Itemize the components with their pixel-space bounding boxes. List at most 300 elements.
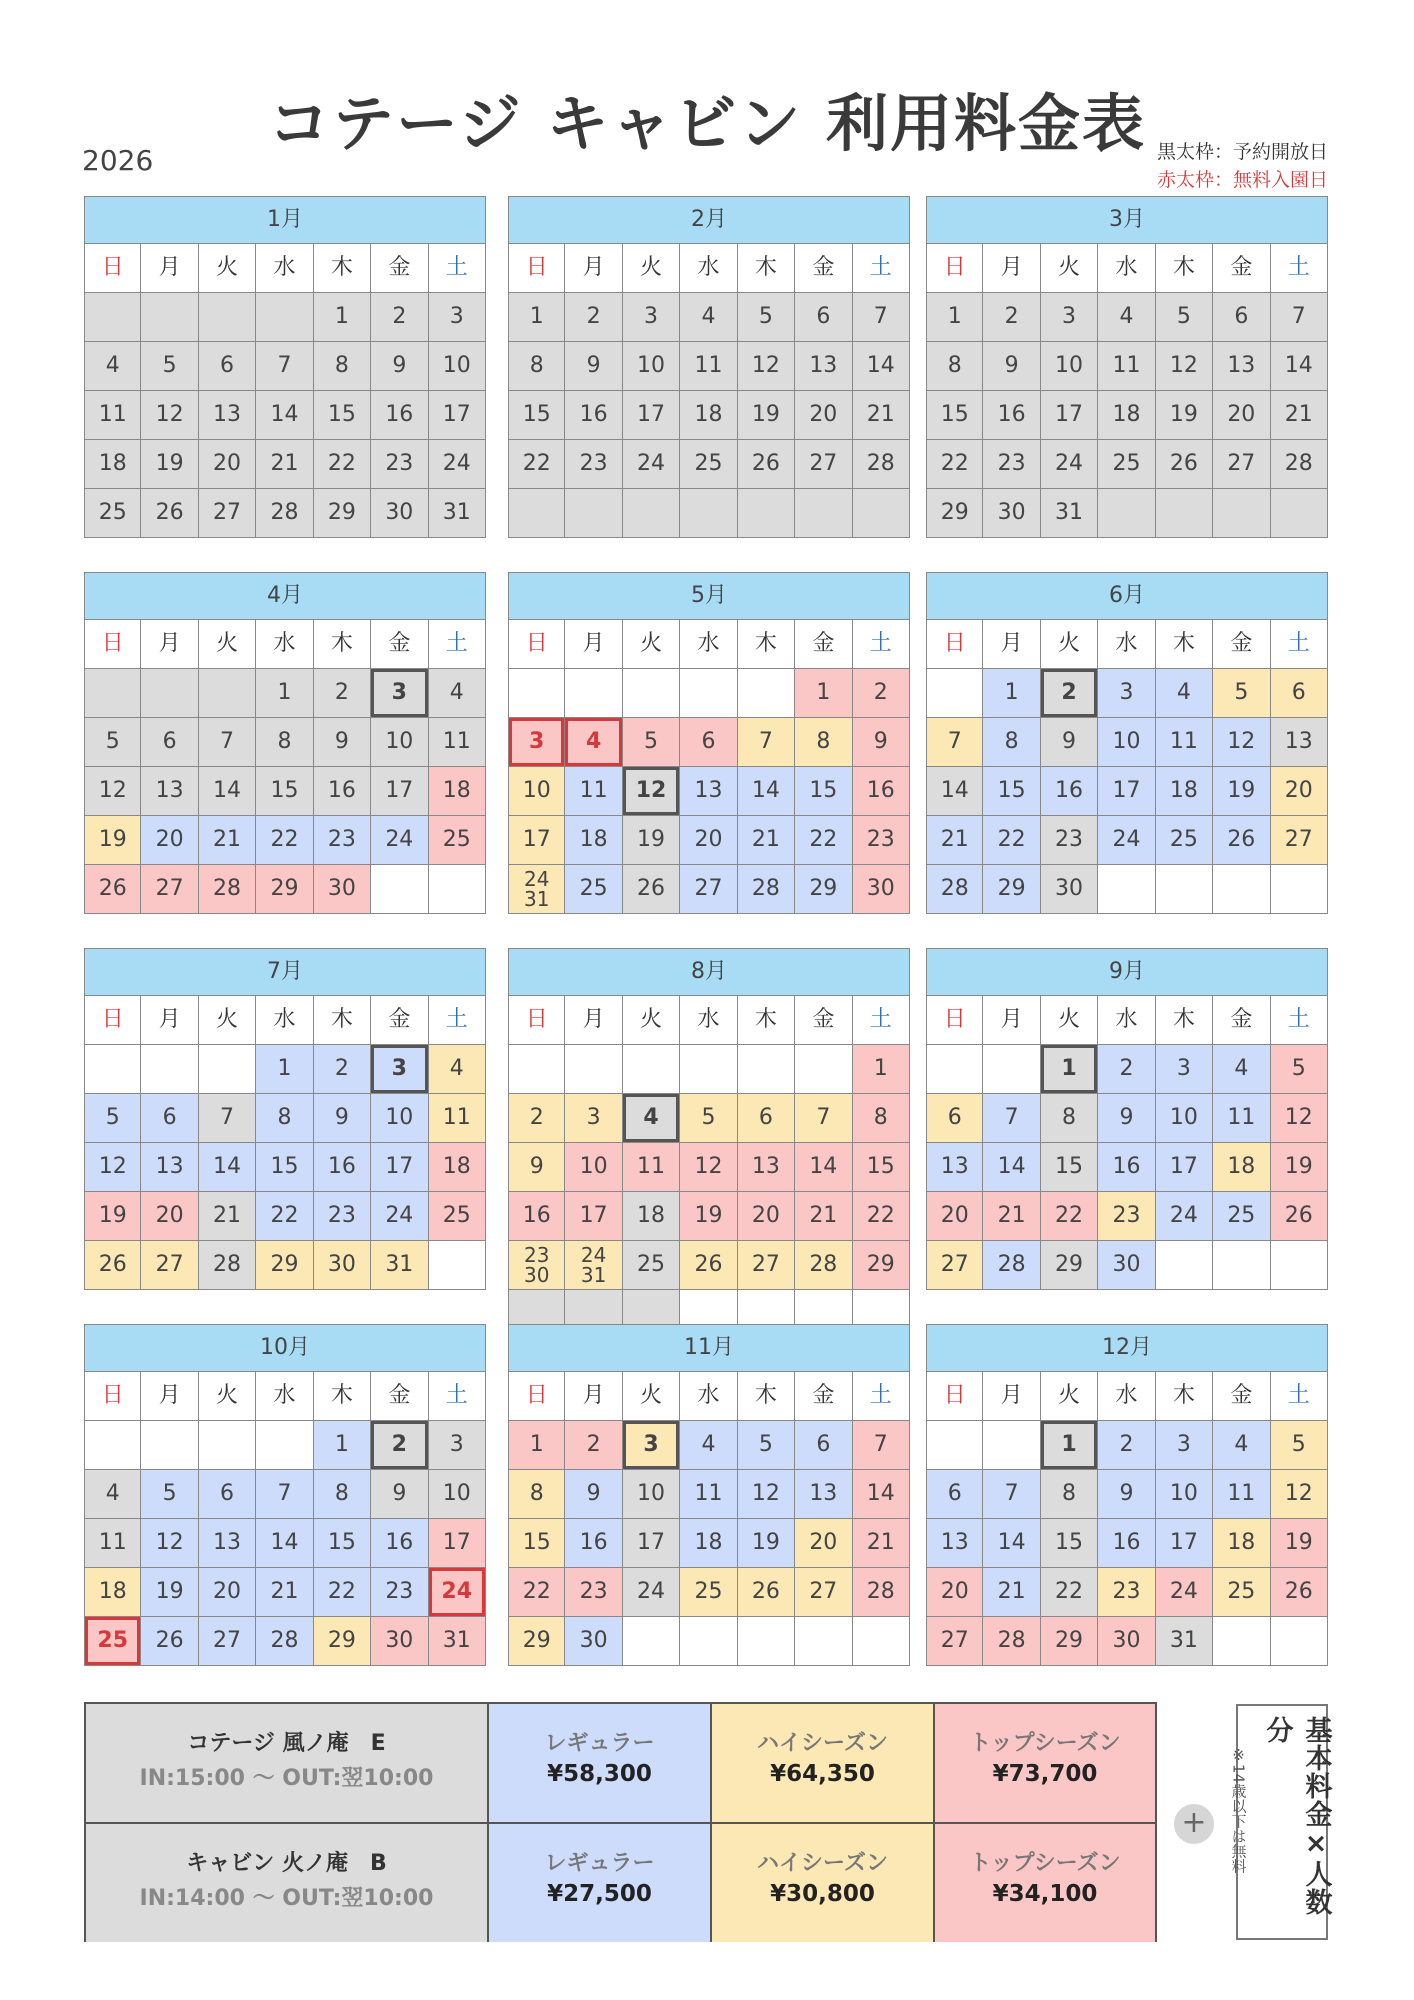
- day-cell: 11: [565, 767, 622, 816]
- weekday-label: 月: [983, 244, 1040, 293]
- day-cell: 25: [1213, 1192, 1270, 1241]
- day-cell: [371, 865, 428, 914]
- day-cell: 1: [314, 293, 371, 342]
- day-cell: 20: [738, 1192, 795, 1241]
- weekday-label: 火: [199, 244, 256, 293]
- day-cell: 26: [1213, 816, 1270, 865]
- week-row: [508, 489, 910, 538]
- month-calendar: [84, 948, 486, 1290]
- day-cell: 26: [623, 865, 680, 914]
- day-cell: 23: [314, 816, 371, 865]
- day-cell: 4: [1156, 669, 1213, 718]
- day-cell: 29: [1041, 1241, 1098, 1290]
- day-cell: 10: [371, 718, 428, 767]
- week-row: [84, 489, 486, 538]
- weekday-label: 日: [508, 996, 565, 1045]
- day-cell: [1271, 865, 1328, 914]
- day-cell: 14: [256, 391, 313, 440]
- day-cell: 4: [623, 1094, 680, 1143]
- day-cell: 12: [680, 1143, 737, 1192]
- weekday-label: 土: [1271, 620, 1328, 669]
- weekday-label: 月: [141, 996, 198, 1045]
- day-cell: 16: [1098, 1519, 1155, 1568]
- weekday-label: 水: [1098, 1372, 1155, 1421]
- day-cell: 3: [429, 1421, 486, 1470]
- day-cell: 13: [926, 1143, 983, 1192]
- day-cell: 10: [565, 1143, 622, 1192]
- day-cell: 27: [795, 440, 852, 489]
- day-cell: 22: [853, 1192, 910, 1241]
- day-cell: 4: [84, 342, 141, 391]
- day-cell: 18: [84, 440, 141, 489]
- week-row: [926, 1192, 1328, 1241]
- month-header: 11月: [508, 1324, 910, 1372]
- week-row: [926, 293, 1328, 342]
- day-cell: 11: [623, 1143, 680, 1192]
- day-cell: [508, 489, 565, 538]
- day-cell: 30: [314, 865, 371, 914]
- day-cell: 13: [141, 767, 198, 816]
- day-cell: 28: [983, 1617, 1040, 1666]
- day-cell: 16: [371, 391, 428, 440]
- week-row: [508, 1568, 910, 1617]
- weekday-label: 金: [1213, 620, 1270, 669]
- legend: [1157, 138, 1328, 194]
- day-cell: 7: [926, 718, 983, 767]
- weekday-label: 日: [926, 620, 983, 669]
- day-cell: 26: [141, 489, 198, 538]
- day-cell: 10: [429, 342, 486, 391]
- day-cell: 29: [795, 865, 852, 914]
- weekday-label: 火: [623, 1372, 680, 1421]
- day-cell: 15: [1041, 1519, 1098, 1568]
- day-cell: 6: [141, 1094, 198, 1143]
- week-row: [508, 1617, 910, 1666]
- day-cell: 29: [1041, 1617, 1098, 1666]
- day-cell: 9: [1041, 718, 1098, 767]
- day-cell: 28: [926, 865, 983, 914]
- day-cell: 10: [429, 1470, 486, 1519]
- day-cell: 27: [680, 865, 737, 914]
- day-cell: 16: [853, 767, 910, 816]
- day-cell: 2: [1041, 669, 1098, 718]
- day-cell: 14: [795, 1143, 852, 1192]
- day-cell: [680, 1045, 737, 1094]
- day-cell: 23: [565, 1568, 622, 1617]
- weekday-row: [84, 996, 486, 1045]
- day-cell: 3: [429, 293, 486, 342]
- day-cell: 14: [738, 767, 795, 816]
- week-row: [926, 1143, 1328, 1192]
- day-cell: 2: [314, 669, 371, 718]
- day-cell: [926, 1421, 983, 1470]
- weekday-row: [84, 620, 486, 669]
- day-cell: 28: [1271, 440, 1328, 489]
- day-cell: 30: [1098, 1617, 1155, 1666]
- weekday-label: 土: [1271, 244, 1328, 293]
- day-cell: 12: [84, 767, 141, 816]
- month-header: 5月: [508, 572, 910, 620]
- week-row: [84, 293, 486, 342]
- day-cell: 30: [565, 1617, 622, 1666]
- high-label: ハイシーズン: [757, 1731, 888, 1756]
- weekday-label: 火: [623, 996, 680, 1045]
- cottage-info: [86, 1704, 489, 1822]
- day-cell: 15: [926, 391, 983, 440]
- day-cell: 22: [314, 1568, 371, 1617]
- day-cell: 6: [1213, 293, 1270, 342]
- weekday-label: 木: [1156, 1372, 1213, 1421]
- day-cell: 17: [1098, 767, 1155, 816]
- day-cell: 5: [623, 718, 680, 767]
- day-cell: 27: [926, 1617, 983, 1666]
- day-cell: 4: [680, 293, 737, 342]
- month-header: 1月: [84, 196, 486, 244]
- day-cell: 20: [1213, 391, 1270, 440]
- day-cell: 8: [853, 1094, 910, 1143]
- day-cell: 13: [141, 1143, 198, 1192]
- weekday-label: 火: [1041, 1372, 1098, 1421]
- high-price: ¥64,350: [770, 1761, 875, 1787]
- day-cell: 18: [680, 1519, 737, 1568]
- week-row: [926, 1617, 1328, 1666]
- day-cell: [623, 1617, 680, 1666]
- weekday-label: 月: [983, 620, 1040, 669]
- day-cell: 11: [429, 1094, 486, 1143]
- day-cell: [983, 1421, 1040, 1470]
- weekday-label: 金: [1213, 244, 1270, 293]
- weekday-label: 水: [1098, 996, 1155, 1045]
- weekday-label: 金: [795, 1372, 852, 1421]
- day-cell: 7: [983, 1470, 1040, 1519]
- day-cell: 7: [983, 1094, 1040, 1143]
- base-fee-text: 基本料金×人数分: [1261, 1716, 1332, 1916]
- weekday-row: [926, 244, 1328, 293]
- day-cell: [738, 669, 795, 718]
- day-cell: 20: [141, 1192, 198, 1241]
- cottage-name: コテージ 風ノ庵 E: [187, 1731, 386, 1756]
- day-cell: 30: [1041, 865, 1098, 914]
- day-cell: 21: [983, 1568, 1040, 1617]
- day-cell: 3: [1041, 293, 1098, 342]
- day-cell: 6: [680, 718, 737, 767]
- day-cell: 7: [853, 1421, 910, 1470]
- day-cell: 6: [795, 1421, 852, 1470]
- cabin-top: [935, 1824, 1155, 1942]
- week-row: [926, 1568, 1328, 1617]
- day-cell: [926, 669, 983, 718]
- month-calendar: [84, 572, 486, 914]
- day-cell: 21: [1271, 391, 1328, 440]
- weekday-label: 土: [1271, 996, 1328, 1045]
- weekday-label: 水: [256, 996, 313, 1045]
- day-cell: 15: [795, 767, 852, 816]
- week-row: [84, 1470, 486, 1519]
- day-cell: 15: [314, 391, 371, 440]
- cottage-high: [712, 1704, 935, 1822]
- day-cell: 16: [565, 391, 622, 440]
- day-cell: 22: [314, 440, 371, 489]
- day-cell: [738, 489, 795, 538]
- day-cell: 20: [795, 1519, 852, 1568]
- day-cell: 24: [1156, 1192, 1213, 1241]
- day-cell: 21: [795, 1192, 852, 1241]
- day-cell: 30: [983, 489, 1040, 538]
- month-header: 2月: [508, 196, 910, 244]
- week-row: [508, 1241, 910, 1290]
- weekday-row: [926, 996, 1328, 1045]
- day-cell: 19: [738, 1519, 795, 1568]
- day-cell: [680, 489, 737, 538]
- day-cell: [738, 1045, 795, 1094]
- day-cell: [1213, 865, 1270, 914]
- weekday-label: 木: [314, 1372, 371, 1421]
- weekday-label: 火: [199, 1372, 256, 1421]
- day-cell: 9: [853, 718, 910, 767]
- day-cell: 14: [256, 1519, 313, 1568]
- week-row: [926, 865, 1328, 914]
- week-row: [84, 1421, 486, 1470]
- day-cell: 29: [508, 1617, 565, 1666]
- weekday-label: 水: [256, 620, 313, 669]
- day-cell: 2: [508, 1094, 565, 1143]
- day-cell: 2: [983, 293, 1040, 342]
- weekday-row: [84, 1372, 486, 1421]
- week-row: [84, 1241, 486, 1290]
- week-row: [84, 342, 486, 391]
- day-cell: 20: [141, 816, 198, 865]
- week-row: [84, 669, 486, 718]
- week-row: [508, 1519, 910, 1568]
- day-cell: 23: [371, 440, 428, 489]
- day-cell: [1213, 1617, 1270, 1666]
- weekday-label: 水: [680, 244, 737, 293]
- high-label: ハイシーズン: [757, 1851, 888, 1876]
- day-cell: 11: [680, 1470, 737, 1519]
- day-cell: 19: [680, 1192, 737, 1241]
- day-cell: 28: [199, 1241, 256, 1290]
- month-calendar: [84, 1324, 486, 1666]
- day-cell: 10: [623, 342, 680, 391]
- day-cell: 24: [623, 1568, 680, 1617]
- day-cell: 7: [1271, 293, 1328, 342]
- weekday-label: 木: [738, 620, 795, 669]
- day-cell: 19: [84, 816, 141, 865]
- day-cell: 25: [1098, 440, 1155, 489]
- weekday-label: 月: [141, 244, 198, 293]
- weekday-label: 月: [983, 1372, 1040, 1421]
- day-cell: 25: [565, 865, 622, 914]
- day-cell: [680, 1617, 737, 1666]
- day-cell: 23: [1098, 1568, 1155, 1617]
- day-cell: 19: [623, 816, 680, 865]
- day-cell: 17: [565, 1192, 622, 1241]
- weekday-label: 木: [314, 244, 371, 293]
- day-cell: 22: [983, 816, 1040, 865]
- day-cell: 3: [371, 1045, 428, 1094]
- day-cell: 14: [926, 767, 983, 816]
- day-cell: 28: [256, 1617, 313, 1666]
- day-cell: 23: [983, 440, 1040, 489]
- plus-icon: +: [1174, 1804, 1214, 1844]
- day-cell: 13: [199, 1519, 256, 1568]
- week-row: [508, 816, 910, 865]
- day-cell: 21: [199, 1192, 256, 1241]
- day-cell: 21: [983, 1192, 1040, 1241]
- day-cell: 17: [623, 1519, 680, 1568]
- day-cell: 6: [926, 1094, 983, 1143]
- month-calendar: [508, 1324, 910, 1666]
- week-row: [84, 767, 486, 816]
- day-cell: [508, 669, 565, 718]
- weekday-label: 日: [84, 244, 141, 293]
- price-row-cottage: [86, 1704, 1155, 1822]
- day-cell: 24: [623, 440, 680, 489]
- weekday-label: 木: [738, 996, 795, 1045]
- weekday-row: [508, 620, 910, 669]
- weekday-label: 日: [926, 996, 983, 1045]
- day-cell: [680, 669, 737, 718]
- day-cell: 29: [314, 1617, 371, 1666]
- day-cell: 3: [371, 669, 428, 718]
- day-cell: [853, 489, 910, 538]
- day-cell: 2: [371, 293, 428, 342]
- day-cell: 15: [314, 1519, 371, 1568]
- day-cell: [256, 293, 313, 342]
- day-cell: 14: [853, 342, 910, 391]
- week-row: [84, 1094, 486, 1143]
- day-cell: 5: [1213, 669, 1270, 718]
- day-cell: 27: [199, 1617, 256, 1666]
- week-row: [508, 391, 910, 440]
- weekday-label: 月: [565, 244, 622, 293]
- day-cell: 24: [1041, 440, 1098, 489]
- day-cell: 22: [508, 440, 565, 489]
- week-row: [84, 816, 486, 865]
- day-cell: 20: [795, 391, 852, 440]
- day-cell: 3: [1098, 669, 1155, 718]
- weekday-label: 月: [565, 620, 622, 669]
- weekday-label: 日: [508, 244, 565, 293]
- day-cell: 28: [983, 1241, 1040, 1290]
- weekday-label: 日: [84, 996, 141, 1045]
- day-cell: 17: [1041, 391, 1098, 440]
- day-cell: 9: [983, 342, 1040, 391]
- day-cell: 18: [680, 391, 737, 440]
- day-cell: 28: [256, 489, 313, 538]
- regular-price: ¥27,500: [547, 1881, 652, 1907]
- weekday-row: [508, 996, 910, 1045]
- regular-label: レギュラー: [544, 1851, 655, 1876]
- day-cell: 26: [141, 1617, 198, 1666]
- day-cell: 18: [84, 1568, 141, 1617]
- day-cell: 21: [853, 391, 910, 440]
- day-cell: 23: [371, 1568, 428, 1617]
- day-cell: 18: [1213, 1519, 1270, 1568]
- top-label: トップシーズン: [969, 1731, 1121, 1756]
- weekday-label: 月: [141, 620, 198, 669]
- weekday-label: 金: [371, 620, 428, 669]
- weekday-label: 月: [565, 1372, 622, 1421]
- week-row: [84, 1143, 486, 1192]
- weekday-label: 水: [256, 1372, 313, 1421]
- day-cell: [983, 1045, 1040, 1094]
- day-cell: 30: [371, 489, 428, 538]
- day-cell: 8: [508, 342, 565, 391]
- day-cell: 5: [141, 342, 198, 391]
- week-row: [84, 1192, 486, 1241]
- cottage-time: IN:15:00 〜 OUT:翌10:00: [139, 1766, 434, 1791]
- week-row: [84, 865, 486, 914]
- weekday-label: 日: [926, 1372, 983, 1421]
- day-cell: 2: [565, 1421, 622, 1470]
- day-cell: 19: [141, 440, 198, 489]
- day-cell: 1: [1041, 1045, 1098, 1094]
- day-cell: 7: [738, 718, 795, 767]
- day-cell: [1098, 865, 1155, 914]
- day-cell: 26: [680, 1241, 737, 1290]
- week-row: [84, 440, 486, 489]
- week-row: [926, 816, 1328, 865]
- day-cell: 26: [1271, 1568, 1328, 1617]
- weekday-label: 水: [1098, 244, 1155, 293]
- day-cell: [623, 1045, 680, 1094]
- day-cell: 16: [508, 1192, 565, 1241]
- day-cell: 13: [680, 767, 737, 816]
- day-cell: 3: [1156, 1421, 1213, 1470]
- day-cell: 26: [1271, 1192, 1328, 1241]
- day-cell: 24 31: [508, 865, 565, 914]
- month-calendar: [508, 196, 910, 538]
- week-row: [926, 1241, 1328, 1290]
- day-cell: [1098, 489, 1155, 538]
- cabin-time: IN:14:00 〜 OUT:翌10:00: [139, 1886, 434, 1911]
- day-cell: 25: [623, 1241, 680, 1290]
- day-cell: 7: [199, 1094, 256, 1143]
- weekday-row: [508, 1372, 910, 1421]
- day-cell: [1156, 865, 1213, 914]
- weekday-label: 木: [1156, 996, 1213, 1045]
- day-cell: [1271, 1617, 1328, 1666]
- day-cell: 9: [1098, 1094, 1155, 1143]
- day-cell: 28: [795, 1241, 852, 1290]
- weekday-label: 土: [853, 244, 910, 293]
- weekday-row: [926, 1372, 1328, 1421]
- day-cell: 17: [429, 391, 486, 440]
- day-cell: 9: [1098, 1470, 1155, 1519]
- regular-price: ¥58,300: [547, 1761, 652, 1787]
- cabin-high: [712, 1824, 935, 1942]
- day-cell: 26: [738, 440, 795, 489]
- day-cell: [1213, 1241, 1270, 1290]
- day-cell: 21: [853, 1519, 910, 1568]
- day-cell: 16: [1041, 767, 1098, 816]
- day-cell: 1: [926, 293, 983, 342]
- day-cell: 18: [1156, 767, 1213, 816]
- day-cell: 14: [1271, 342, 1328, 391]
- day-cell: 20: [199, 440, 256, 489]
- week-row: [508, 865, 910, 914]
- month-calendar: [926, 948, 1328, 1290]
- weekday-label: 土: [1271, 1372, 1328, 1421]
- weekday-label: 土: [429, 620, 486, 669]
- day-cell: 1: [256, 1045, 313, 1094]
- day-cell: 3: [623, 1421, 680, 1470]
- weekday-label: 水: [680, 620, 737, 669]
- day-cell: 13: [795, 1470, 852, 1519]
- year-label: 2026: [82, 144, 154, 177]
- week-row: [926, 1519, 1328, 1568]
